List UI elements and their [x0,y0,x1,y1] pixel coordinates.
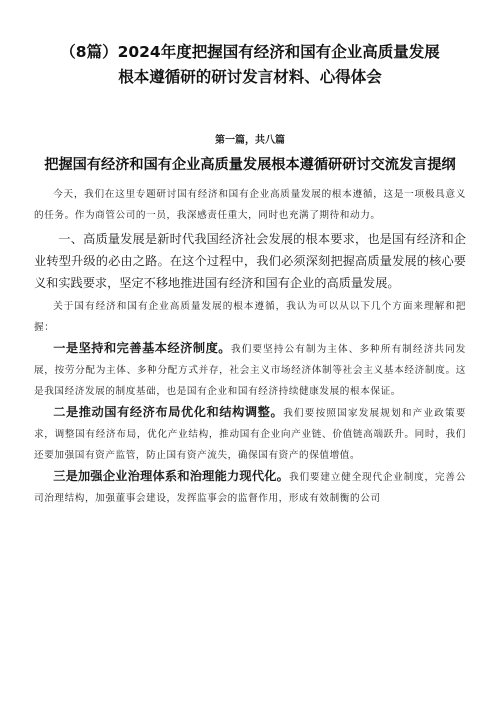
key-point-paragraph: 一、高质量发展是新时代我国经济社会发展的根本要求，也是国有经济和企业转型升级的必由之路。在这个过程中，我们必须深刻把握高质量发展的核心要义和实践要求，坚定不移地推进国有经济和国有企业的高质量发展。 [34,232,466,290]
point-three-paragraph [34,466,466,509]
point-one-paragraph [34,338,466,402]
point-one-body: 我们要坚持公有制为主体、多种所有制经济共同发展，按劳分配为主体、多种分配方式并存，社会主义市场经济体制等社会主义基本经济制度。这是我国经济发展的制度基础，也是国有企业和国有经济持续健康发展的根本保证。 [34,344,466,397]
point-two-lead: 二是推动国有经济布局优化和结构调整。 [53,405,284,419]
section-marker: 第一篇，共八篇 [215,135,285,146]
transition-paragraph: 关于国有经济和国有企业高质量发展的根本遵循，我认为可以从以下几个方面来理解和把握： [34,301,466,333]
point-three-lead: 三是加强企业治理体系和治理能力现代化。 [53,469,290,483]
document-title [34,40,466,90]
point-two-paragraph [34,402,466,466]
section-title: 把握国有经济和国有企业高质量发展根本遵循研研讨交流发言提纲 [44,157,456,173]
document-title-line-1: （8篇）2024年度把握国有经济和国有企业高质量发展 [60,43,440,61]
point-three-body: 我们要建立健全现代企业制度，完善公司治理结构，加强董事会建设，发挥监事会的监督作用，形成有效制衡的公司 [34,472,467,504]
document-title-line-2: 根本遵循研的研讨发言材料、心得体会 [118,68,382,86]
point-one-lead: 一是坚持和完善基本经济制度。 [53,341,231,355]
point-two-body: 我们要按照国家发展规划和产业政策要求，调整国有经济布局，优化产业结构，推动国有企业向产业链、价值链高端跃升。同时，我们还要加强国有资产监管，防止国有资产流失，确保国有资产的保值增值。 [34,408,467,461]
intro-paragraph: 今天，我们在这里专题研讨国有经济和国有企业高质量发展的根本遵循，这是一项极具意义的任务。作为商管公司的一员，我深感责任重大，同时也充满了期待和动力。 [34,189,466,221]
